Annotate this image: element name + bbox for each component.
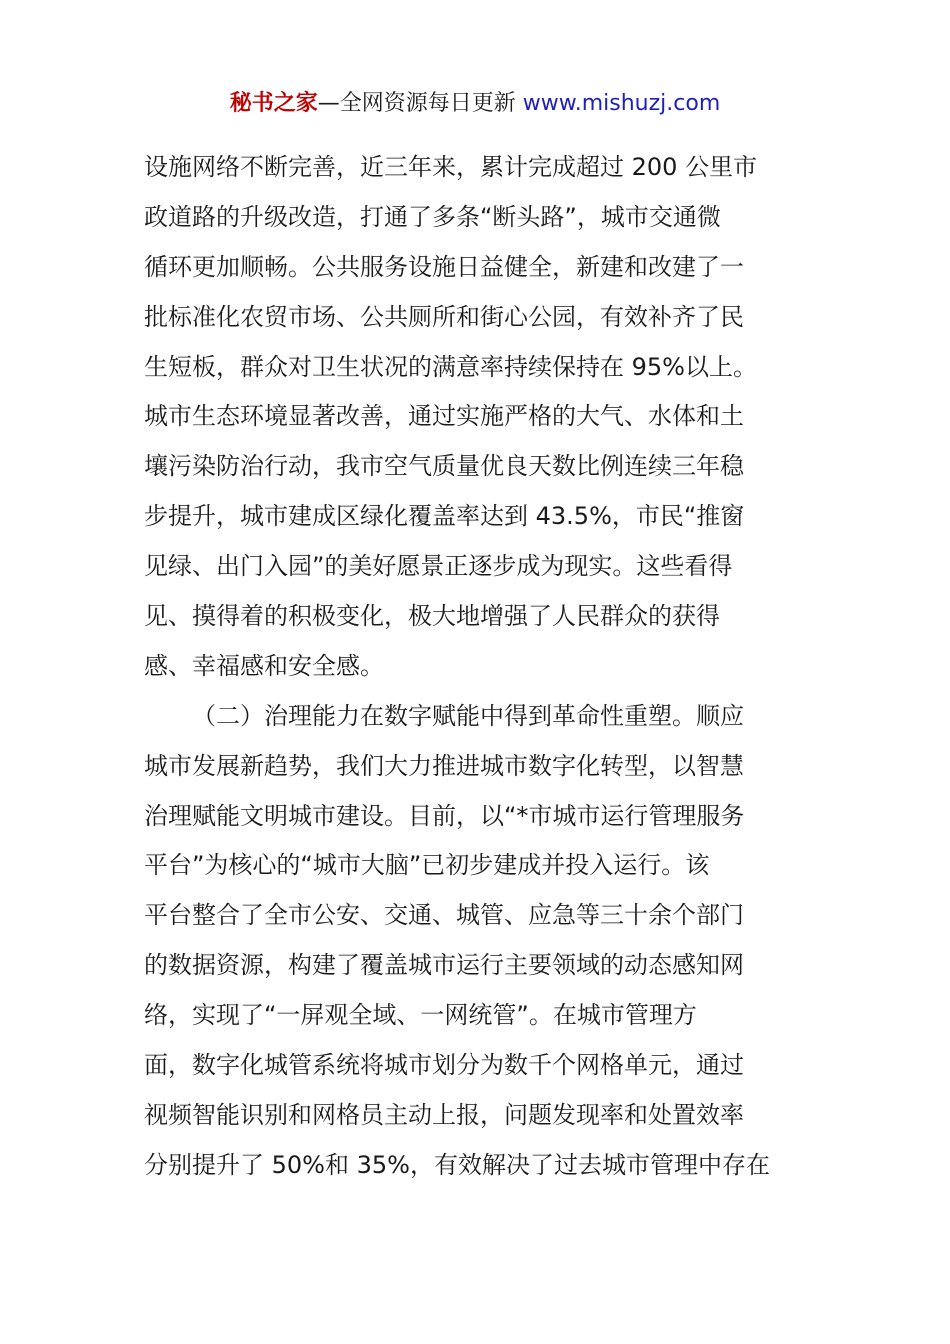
- text-line: 设施网络不断完善，近三年来，累计完成超过 200 公里市: [144, 153, 758, 181]
- section-heading-line: （二）治理能力在数字赋能中得到革命性重塑。顺应: [192, 701, 744, 730]
- text-line: 面，数字化城管系统将城市划分为数千个网格单元，通过: [144, 1051, 744, 1080]
- text-line: 政道路的升级改造，打通了多条“断头路”，城市交通微: [144, 202, 721, 231]
- text-line: 见、摸得着的积极变化，极大地增强了人民群众的获得: [144, 602, 720, 631]
- text-line: 的数据资源，构建了覆盖城市运行主要领域的动态感知网: [144, 951, 744, 980]
- text-line: 批标准化农贸市场、公共厕所和街心公园，有效补齐了民: [144, 302, 744, 331]
- header-tagline: —全网资源每日更新: [317, 91, 516, 116]
- website-link[interactable]: www.mishuzj.com: [522, 91, 721, 116]
- document-body: [144, 143, 824, 1191]
- text-line: 络，实现了“一屏观全域、一网统管”。在城市管理方: [144, 1001, 697, 1030]
- text-line: 壤污染防治行动，我市空气质量优良天数比例连续三年稳: [144, 452, 744, 481]
- text-line: 循环更加顺畅。公共服务设施日益健全，新建和改建了一: [144, 252, 744, 281]
- text-line: 见绿、出门入园”的美好愿景正逐步成为现实。这些看得: [144, 552, 733, 581]
- text-line: 城市生态环境显著改善，通过实施严格的大气、水体和土: [144, 402, 744, 431]
- brand-name: 秘书之家: [229, 91, 318, 116]
- text-line: 平台整合了全市公安、交通、城管、应急等三十余个部门: [144, 901, 744, 930]
- text-line: 感、幸福感和安全感。: [144, 651, 384, 680]
- text-line: 视频智能识别和网格员主动上报，问题发现率和处置效率: [144, 1100, 744, 1129]
- text-line: 步提升，城市建成区绿化覆盖率达到 43.5%，市民“推窗: [144, 502, 745, 531]
- text-line: 分别提升了 50%和 35%，有效解决了过去城市管理中存在: [144, 1150, 770, 1179]
- text-line: 生短板，群众对卫生状况的满意率持续保持在 95%以上。: [144, 352, 757, 381]
- text-line: 城市发展新趋势，我们大力推进城市数字化转型，以智慧: [144, 751, 744, 780]
- text-line: 治理赋能文明城市建设。目前，以“*市城市运行管理服务: [144, 801, 745, 830]
- page-header: [0, 88, 950, 120]
- text-line: 平台”为核心的“城市大脑”已初步建成并投入运行。该: [144, 851, 710, 880]
